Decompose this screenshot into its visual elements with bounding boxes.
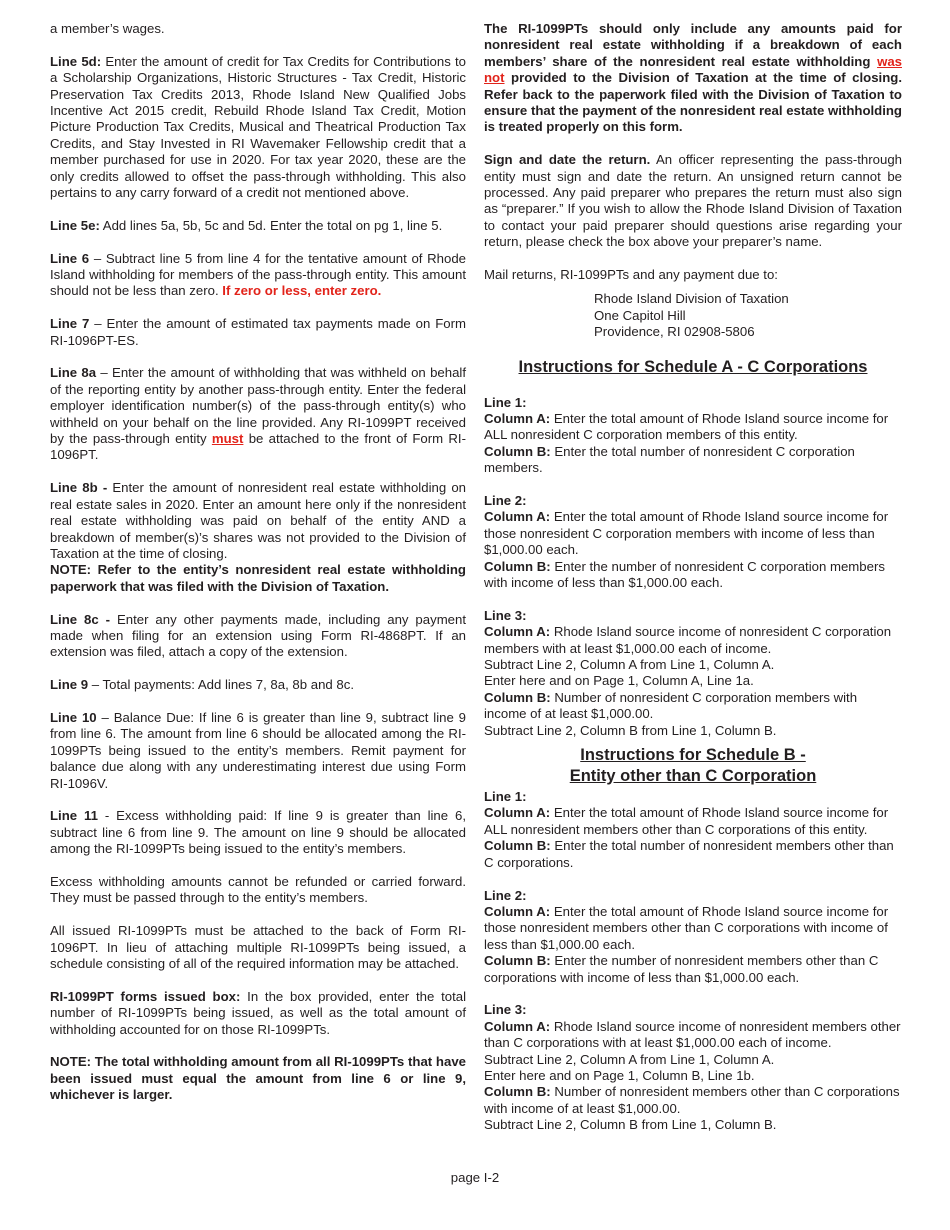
page-number: page I-2 bbox=[450, 1170, 500, 1185]
paragraph-line-11: Line 11 - Excess withholding paid: If line 9 is greater than line 6, subtract line 6 from line 9. The amount on line 9 should be allocated among the RI-1099PTs being issued to the entity’s members. bbox=[50, 808, 467, 857]
schedule-a-line-2: Line 2: Column A: Enter the total amount of Rhode Island source income for those nonresident C corporation members with income of less than $1,000.00 each. Column B: Enter the number of nonresident C corporation members with income of less than $1,000.00 each. bbox=[484, 493, 889, 591]
mailing-address: Rhode Island Division of Taxation One Capitol Hill Providence, RI 02908-5806 bbox=[594, 291, 789, 340]
zero-warning: If zero or less, enter zero. bbox=[222, 283, 382, 299]
schedule-a-line-3: Line 3: Column A: Rhode Island source income of nonresident C corporation members with at least $1,000.00 each of income. Subtract Line 2, Column A from Line 1, Column A. Enter here and on Page 1, Column A, Line 1a. Column B: Number of nonresident C corporation members with income of at least $1,000.00. Subtract Line 2, Column B from Line 1, Column B. bbox=[484, 607, 892, 738]
paragraph-line-5e: Line 5e: Add lines 5a, 5b, 5c and 5d. Enter the total on pg 1, line 5. bbox=[50, 217, 443, 233]
paragraph-mail: Mail returns, RI-1099PTs and any payment due to: bbox=[484, 267, 778, 283]
paragraph-line-7: Line 7 – Enter the amount of estimated tax payments made on Form RI-1096PT-ES. bbox=[50, 316, 467, 348]
paragraph-attached: All issued RI-1099PTs must be attached to the back of Form RI-1096PT. In lieu of attaching multiple RI-1099PTs being issued, a schedule consisting of all of the required information may be attached. bbox=[50, 923, 466, 971]
must-emphasis: must bbox=[211, 431, 244, 447]
schedule-b-line-3: Line 3: Column A: Rhode Island source income of nonresident members other than C corporations with at least $1,000.00 each of income. Subtract Line 2, Column A from Line 1, Column A. Enter here and on Page 1, Column B, Line 1b. Column B: Number of nonresident members other than C corporations with income of at least $1,000.00. Subtract Line 2, Column B from Line 1, Column B. bbox=[484, 1002, 901, 1133]
paragraph-line-8b: Line 8b - Enter the amount of nonresident real estate withholding on real estate sales in 2020. Enter an amount here only if the nonresident real estate withholding was paid on behalf of the entity AND a breakdown of member(s)’s shares was not provided to the Division of Taxation at the time of closing. bbox=[50, 480, 467, 561]
paragraph-line-8a: Line 8a – Enter the amount of withholding that was withheld on behalf of the reporting entity by another pass-through entity. Enter the federal employer identification number(s) of the pass-through entity(s) who withheld on your behalf on the line provided. Any RI-1099PT received by the pass-through entity must be attached to the front of Form RI-1096PT. bbox=[50, 365, 467, 463]
schedule-b-title: Instructions for Schedule B - Entity other than C Corporation bbox=[569, 746, 817, 785]
note-final: NOTE: The total withholding amount from all RI-1099PTs that have been issued must equal the amount from line 6 or line 9, whichever is larger. bbox=[50, 1054, 466, 1103]
schedule-a-line-1: Line 1: Column A: Enter the total amount of Rhode Island source income for ALL nonresident C corporation members of this entity. Column B: Enter the total number of nonresident C corporation members. bbox=[484, 394, 889, 476]
left-column bbox=[50, 21, 466, 1120]
paragraph-line-6: Line 6 – Subtract line 5 from line 4 for the tentative amount of Rhode Island withholding for members of the pass-through entity. This amount should not be less than zero. If zero or less, enter zero. bbox=[50, 250, 466, 299]
paragraph-forms-box: RI-1099PT forms issued box: In the box provided, enter the total number of RI-1099PTs being issued, as well as the total amount of withholding accounted for on those RI-1099PTs. bbox=[50, 988, 467, 1037]
schedule-b-line-1: Line 1: Column A: Enter the total amount of Rhode Island source income for ALL nonresident members other than C corporations of this entity. Column B: Enter the total number of nonresident members other than C corporations. bbox=[484, 789, 894, 870]
note-line-8b: NOTE: Refer to the entity’s nonresident real estate withholding paperwork that was filed with the Division of Taxation. bbox=[50, 562, 466, 594]
schedule-b-line-2: Line 2: Column A: Enter the total amount of Rhode Island source income for those nonresident members other than C corporations with income of less than $1,000.00 each. Column B: Enter the number of nonresident members other than C corporations with income of less than $1,000.00 each. bbox=[484, 887, 889, 985]
schedule-a-title: Instructions for Schedule A - C Corporations bbox=[518, 358, 868, 377]
paragraph-wages: a member’s wages. bbox=[50, 21, 165, 36]
paragraph-sign-date: Sign and date the return. An officer representing the pass-through entity must sign and date the return. An unsigned return cannot be processed. Any paid preparer who prepares the return must also sign as “preparer.” If you wish to allow the Rhode Island Division of Taxation to contact your paid preparer should questions arise regarding your return, please check the box above your preparer’s name. bbox=[484, 152, 902, 250]
was-not-emphasis: was not bbox=[484, 53, 902, 86]
paragraph-line-5d: Line 5d: Enter the amount of credit for Tax Credits for Contributions to a Scholarship Organizations, Historic Structures - Tax Credit, Historic Preservation Tax Credits 2013, Rhode Island New Qualified Jobs Incentive Act 2015 credit, Rebuild Rhode Island Tax Credit, Motion Picture Production Tax Credits, Musical and Theatrical Production Tax Credits, and Stay Invested in RI Wavemaker Fellowship credit that a member purchased for use in 2020. For tax year 2020, these are the only credits allowed to offset the pass-through withholding. This also pertains to any carry forward of a credit not mentioned above. bbox=[50, 53, 467, 201]
paragraph-line-10: Line 10 – Balance Due: If line 6 is greater than line 9, subtract line 9 from line 6. The amount from line 6 should be allocated among the RI-1099PTs being issued to the entity’s members. Remit payment for balance due along with any underestimating interest due using Form RI-1096V. bbox=[50, 709, 466, 791]
paragraph-line-8c: Line 8c - Enter any other payments made, including any payment made when filing for an extension using Form RI-4868PT. If an extension was filed, attach a copy of the extension. bbox=[50, 611, 467, 660]
paragraph-line-9: Line 9 – Total payments: Add lines 7, 8a, 8b and 8c. bbox=[50, 677, 354, 693]
right-column bbox=[484, 21, 902, 1150]
paragraph-real-estate-note: The RI-1099PTs should only include any amounts paid for nonresident real estate withholding if a breakdown of each members’ share of the nonresident real estate withholding was not provided to the Division of Taxation at the time of closing. Refer back to the paperwork filed with the Division of Taxation to ensure that the payment of the nonresident real estate withholding is treated properly on this form. bbox=[484, 21, 902, 135]
paragraph-excess: Excess withholding amounts cannot be refunded or carried forward. They must be passed through to the entity’s members. bbox=[50, 873, 466, 906]
